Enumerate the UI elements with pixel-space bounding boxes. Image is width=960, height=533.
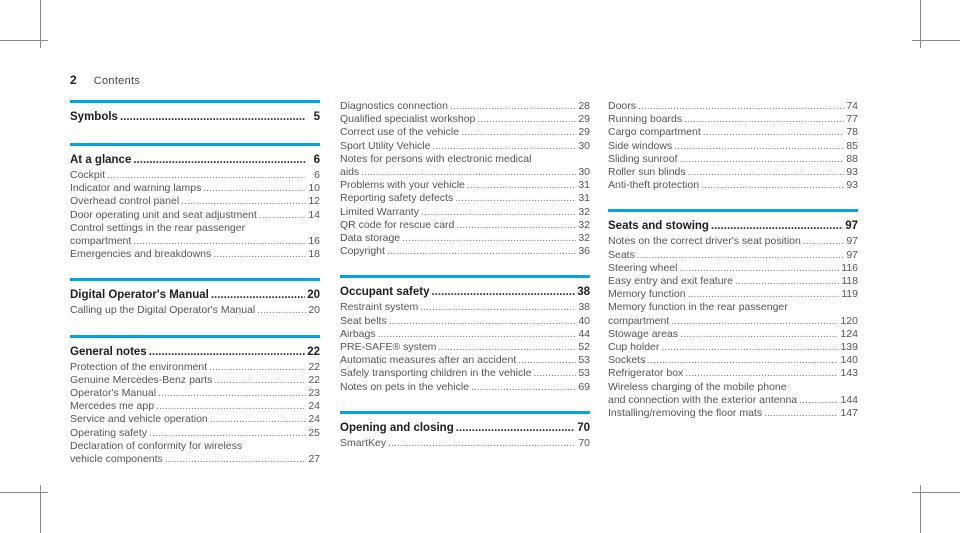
toc-entry[interactable]	[608, 113, 858, 126]
toc-entry[interactable]	[608, 367, 858, 380]
toc-entry-page: 27	[308, 453, 320, 466]
toc-entry-page: 25	[308, 426, 320, 439]
toc-entry-label: Service and vehicle operation	[70, 413, 208, 426]
toc-entry[interactable]	[340, 206, 590, 219]
toc-entry-page: 124	[840, 327, 858, 340]
toc-entry-page: 28	[578, 100, 590, 112]
toc-entry-page: 53	[578, 354, 590, 367]
toc-entry[interactable]	[70, 248, 320, 261]
dot-leader	[799, 394, 838, 407]
toc-entry-page: 44	[578, 327, 590, 340]
toc-entry[interactable]	[608, 275, 858, 288]
toc-entry[interactable]	[70, 209, 320, 222]
toc-entry[interactable]	[70, 427, 320, 440]
section-title: Symbols	[70, 111, 118, 123]
dot-leader	[467, 179, 576, 192]
toc-entry[interactable]	[608, 394, 858, 407]
toc-entry-label: Side windows	[608, 139, 673, 152]
toc-section	[340, 100, 590, 258]
toc-entry[interactable]	[340, 113, 590, 126]
toc-entry-label: Limited Warranty	[340, 205, 419, 218]
toc-section	[340, 275, 590, 393]
toc-entry-label: Reporting safety defects	[340, 192, 454, 205]
toc-entry-line[interactable]: Notes for persons with electronic medical	[340, 152, 532, 165]
toc-section	[608, 100, 858, 192]
toc-entry-label: Sliding sunroof	[608, 152, 678, 165]
toc-entry-page: 12	[308, 195, 320, 208]
toc-entry[interactable]	[340, 367, 590, 380]
dot-leader	[431, 286, 575, 298]
section-title: General notes	[70, 345, 147, 358]
toc-entry[interactable]	[608, 407, 858, 420]
toc-entry-page: 93	[846, 179, 858, 192]
section-heading[interactable]	[340, 275, 590, 301]
section-page-number: 5	[313, 111, 320, 123]
dot-leader	[764, 407, 838, 420]
toc-entry[interactable]	[608, 140, 858, 153]
dot-leader	[671, 315, 838, 328]
toc-column-2	[340, 100, 590, 467]
dot-leader	[203, 182, 306, 195]
toc-entry[interactable]	[70, 304, 320, 317]
dot-leader	[455, 192, 576, 205]
toc-entry-label: Running boards	[608, 113, 683, 126]
toc-entry-page: 119	[841, 288, 858, 301]
dot-leader	[149, 346, 306, 358]
toc-entry-page: 144	[840, 393, 858, 406]
toc-entry-page: 30	[578, 139, 590, 152]
crop-mark	[912, 40, 960, 41]
dot-leader	[389, 315, 576, 328]
dot-leader	[688, 288, 840, 301]
toc-entry[interactable]	[608, 126, 858, 139]
toc-entry-line[interactable]: Memory function in the rear passenger	[608, 301, 788, 314]
toc-entry[interactable]	[340, 341, 590, 354]
toc-entry-page: 22	[308, 373, 320, 386]
toc-entry-page: 29	[578, 113, 590, 126]
toc-entry[interactable]	[608, 341, 858, 354]
section-page-number: 70	[577, 421, 590, 434]
crop-mark	[912, 492, 960, 493]
toc-entry-label: aids	[340, 166, 360, 179]
dot-leader	[684, 113, 844, 126]
dot-leader	[158, 387, 306, 400]
toc-entry-page: 32	[578, 232, 590, 245]
dot-leader	[685, 367, 838, 380]
section-page-number: 6	[313, 154, 320, 166]
dot-leader	[637, 249, 844, 262]
section-heading[interactable]	[70, 143, 320, 169]
toc-entry-label: Data storage	[340, 232, 401, 245]
toc-entry-label: Notes on the correct driver's seat position	[608, 235, 801, 248]
section-title: Seats and stowing	[608, 220, 709, 233]
toc-entry-page: 23	[308, 387, 320, 400]
toc-entry-label: Mercedes me app	[70, 400, 155, 413]
dot-leader	[661, 341, 838, 354]
dot-leader	[450, 100, 576, 113]
toc-entry-label: SmartKey	[340, 436, 387, 449]
toc-entry[interactable]	[340, 192, 590, 205]
toc-entry-label: Seats	[608, 248, 635, 261]
crop-mark	[0, 40, 48, 41]
toc-section	[70, 278, 320, 317]
toc-entry-page: 139	[840, 341, 858, 354]
toc-section	[608, 209, 858, 420]
section-page-number: 38	[577, 286, 590, 299]
dot-leader	[456, 422, 575, 434]
toc-entry-page: 116	[841, 261, 858, 274]
toc-entry-page: 14	[308, 208, 320, 221]
crop-mark	[0, 492, 48, 493]
toc-entry[interactable]	[340, 381, 590, 394]
toc-entry-page: 88	[846, 152, 858, 165]
toc-entry-page: 20	[308, 304, 320, 317]
toc-entry-label: Door operating unit and seat adjustment	[70, 208, 257, 221]
dot-leader	[701, 179, 844, 192]
toc-entry-label: Cup holder	[608, 341, 660, 354]
toc-entry-label: PRE-SAFE® system	[340, 341, 437, 354]
toc-entry-page: 31	[578, 179, 590, 192]
dot-leader	[120, 111, 306, 123]
toc-entry-page: 22	[308, 360, 320, 373]
dot-leader	[387, 245, 576, 258]
toc-section	[70, 335, 320, 467]
dot-leader	[432, 140, 576, 153]
toc-entry[interactable]	[70, 182, 320, 195]
toc-entry-page: 31	[578, 192, 590, 205]
dot-leader	[257, 304, 306, 317]
toc-entry-label: Genuine Mercedes-Benz parts	[70, 373, 213, 386]
toc-entry-label: Sport Utility Vehicle	[340, 139, 431, 152]
toc-entry[interactable]	[340, 232, 590, 245]
toc-entry-label: Indicator and warning lamps	[70, 182, 202, 195]
toc-entry[interactable]	[70, 169, 320, 182]
toc-entry[interactable]	[70, 413, 320, 426]
section-page-number: 20	[307, 289, 320, 302]
toc-entry-label: Notes on pets in the vehicle	[340, 380, 469, 393]
dot-leader	[533, 367, 576, 380]
dot-leader	[133, 235, 306, 248]
section-title: At a glance	[70, 154, 132, 166]
section-page-number: 22	[307, 345, 320, 358]
toc-entry-label: Cargo compartment	[608, 126, 701, 139]
toc-entry-page: 120	[840, 314, 858, 327]
toc-entry[interactable]	[70, 235, 320, 248]
toc-entry-label: Operator's Manual	[70, 387, 157, 400]
toc-entry-page: 24	[308, 400, 320, 413]
toc-entry[interactable]	[340, 437, 590, 450]
toc-entry[interactable]	[608, 100, 858, 113]
toc-entry[interactable]	[70, 453, 320, 466]
toc-entry-label: compartment	[70, 235, 132, 248]
toc-entry[interactable]	[340, 328, 590, 341]
toc-entry[interactable]	[70, 374, 320, 387]
toc-entry-page: 97	[846, 248, 858, 261]
toc-entry[interactable]	[340, 140, 590, 153]
toc-entry-label: Restraint system	[340, 301, 419, 314]
dot-leader	[156, 400, 306, 413]
toc-entry[interactable]	[608, 354, 858, 367]
toc-entry-label: and connection with the exterior antenna	[608, 393, 798, 406]
section-heading[interactable]	[70, 335, 320, 361]
dot-leader	[378, 328, 576, 341]
toc-entry-page: 74	[846, 100, 858, 112]
toc-entry[interactable]	[340, 315, 590, 328]
toc-entry[interactable]	[608, 262, 858, 275]
toc-entry-page: 140	[840, 354, 858, 367]
toc-entry-label: Calling up the Digital Operator's Manual	[70, 304, 256, 317]
toc-entry-page: 24	[308, 413, 320, 426]
toc-entry-label: Steering wheel	[608, 261, 678, 274]
toc-entry-label: Sockets	[608, 354, 646, 367]
toc-entry-page: 6	[314, 169, 320, 181]
dot-leader	[674, 140, 844, 153]
toc-entry-label: Stowage areas	[608, 327, 679, 340]
toc-entry-page: 32	[578, 218, 590, 231]
dot-leader	[688, 166, 844, 179]
section-title: Occupant safety	[340, 286, 430, 299]
dot-leader	[149, 427, 306, 440]
toc-entry[interactable]	[608, 328, 858, 341]
toc-entry-page: 85	[846, 139, 858, 152]
toc-entry-label: Protection of the environment	[70, 360, 208, 373]
toc-entry-label: Cockpit	[70, 169, 106, 181]
toc-entry-page: 118	[841, 275, 858, 288]
toc-column-1	[70, 100, 320, 483]
toc-entry-page: 53	[578, 367, 590, 380]
toc-entry-line[interactable]: Control settings in the rear passenger	[70, 221, 246, 234]
dot-leader	[680, 328, 838, 341]
toc-entry[interactable]	[608, 288, 858, 301]
dot-leader	[209, 361, 306, 374]
dot-leader	[471, 381, 576, 394]
toc-entry[interactable]	[70, 400, 320, 413]
toc-entry-label: Copyright	[340, 245, 385, 258]
toc-entry-page: 143	[840, 367, 858, 380]
toc-entry-page: 36	[578, 245, 590, 258]
toc-entry[interactable]	[340, 126, 590, 139]
toc-entry-line[interactable]: Declaration of conformity for wireless	[70, 439, 243, 452]
toc-section	[70, 100, 320, 126]
toc-entry[interactable]	[340, 166, 590, 179]
toc-entry[interactable]	[340, 100, 590, 113]
toc-section	[340, 411, 590, 450]
dot-leader	[107, 169, 306, 182]
toc-entry-page: 18	[308, 248, 320, 261]
toc-entry[interactable]	[608, 153, 858, 166]
toc-entry[interactable]	[608, 235, 858, 248]
toc-entry-label: Refrigerator box	[608, 367, 684, 380]
toc-entry-label: Roller sun blinds	[608, 166, 686, 179]
toc-entry-page: 147	[840, 407, 858, 420]
section-page-number: 97	[845, 220, 858, 233]
toc-entry-page: 10	[308, 182, 320, 195]
toc-entry[interactable]	[608, 249, 858, 262]
toc-entry-page: 16	[308, 235, 320, 248]
toc-entry-page: 69	[578, 380, 590, 393]
toc-entry-label: Safely transporting children in the vehicle	[340, 367, 532, 380]
dot-leader	[165, 453, 306, 466]
toc-entry-page: 97	[846, 235, 858, 248]
toc-entry-line[interactable]: Wireless charging of the mobile phone	[608, 380, 787, 393]
toc-entry[interactable]	[608, 315, 858, 328]
toc-entry-label: Automatic measures after an accident	[340, 354, 517, 367]
toc-entry[interactable]	[340, 301, 590, 314]
toc-entry-label: Overhead control panel	[70, 195, 180, 208]
section-heading[interactable]	[70, 278, 320, 304]
dot-leader	[456, 219, 576, 232]
dot-leader	[803, 235, 844, 248]
toc-entry-label: Seat belts	[340, 314, 387, 327]
section-heading[interactable]	[340, 411, 590, 437]
toc-entry-label: Easy entry and exit feature	[608, 275, 733, 288]
toc-entry-label: Doors	[608, 100, 637, 112]
page-title: Contents	[93, 75, 141, 87]
toc-entry-label: Emergencies and breakdowns	[70, 248, 212, 261]
toc-entry-page: 32	[578, 205, 590, 218]
section-title: Digital Operator's Manual	[70, 289, 209, 302]
toc-entry-label: QR code for rescue card	[340, 218, 455, 231]
dot-leader	[703, 126, 844, 139]
toc-entry-label: Installing/removing the floor mats	[608, 407, 763, 420]
dot-leader	[679, 153, 844, 166]
toc-entry-label: Memory function	[608, 288, 686, 301]
toc-entry-page: 70	[578, 436, 590, 449]
dot-leader	[421, 206, 576, 219]
dot-leader	[518, 354, 576, 367]
toc-entry-label: compartment	[608, 314, 670, 327]
section-heading[interactable]	[608, 209, 858, 235]
toc-entry[interactable]	[70, 195, 320, 208]
toc-entry-label: vehicle components	[70, 453, 163, 466]
toc-entry-label: Operating safety	[70, 426, 148, 439]
toc-entry-page: 52	[578, 341, 590, 354]
dot-leader	[735, 275, 839, 288]
dot-leader	[679, 262, 839, 275]
toc-entry[interactable]	[608, 179, 858, 192]
dot-leader	[361, 166, 576, 179]
dot-leader	[133, 154, 306, 166]
toc-entry-label: Diagnostics connection	[340, 100, 448, 112]
toc-entry-page: 38	[578, 301, 590, 314]
dot-leader	[388, 437, 576, 450]
toc-entry-page: 40	[578, 314, 590, 327]
toc-entry[interactable]	[340, 245, 590, 258]
page-number: 2	[70, 73, 77, 87]
toc-entry-label: Qualified specialist workshop	[340, 113, 476, 126]
dot-leader	[711, 220, 843, 232]
toc-column-3	[608, 100, 858, 437]
page-header	[70, 73, 140, 87]
dot-leader	[461, 126, 576, 139]
toc-entry-label: Anti-theft protection	[608, 179, 700, 192]
toc-entry-label: Airbags	[340, 327, 376, 340]
toc-entry[interactable]	[340, 219, 590, 232]
dot-leader	[402, 232, 576, 245]
toc-entry-page: 29	[578, 126, 590, 139]
toc-entry-page: 78	[846, 126, 858, 139]
toc-entry[interactable]	[340, 354, 590, 367]
section-title: Opening and closing	[340, 421, 454, 434]
toc-entry-label: Problems with your vehicle	[340, 179, 465, 192]
toc-entry[interactable]	[340, 179, 590, 192]
toc-entry-page: 77	[846, 113, 858, 126]
dot-leader	[181, 195, 306, 208]
dot-leader	[477, 113, 576, 126]
section-heading[interactable]	[70, 100, 320, 126]
dot-leader	[213, 248, 306, 261]
dot-leader	[647, 354, 838, 367]
toc-entry[interactable]	[70, 361, 320, 374]
toc-entry-page: 30	[578, 166, 590, 179]
toc-entry[interactable]	[608, 166, 858, 179]
dot-leader	[420, 301, 576, 314]
dot-leader	[638, 100, 844, 113]
dot-leader	[211, 289, 305, 301]
dot-leader	[438, 341, 576, 354]
dot-leader	[214, 374, 306, 387]
toc-entry[interactable]	[70, 387, 320, 400]
dot-leader	[210, 413, 306, 426]
toc-entry-page: 93	[846, 166, 858, 179]
toc-section	[70, 143, 320, 261]
dot-leader	[259, 209, 306, 222]
toc-entry-label: Correct use of the vehicle	[340, 126, 460, 139]
